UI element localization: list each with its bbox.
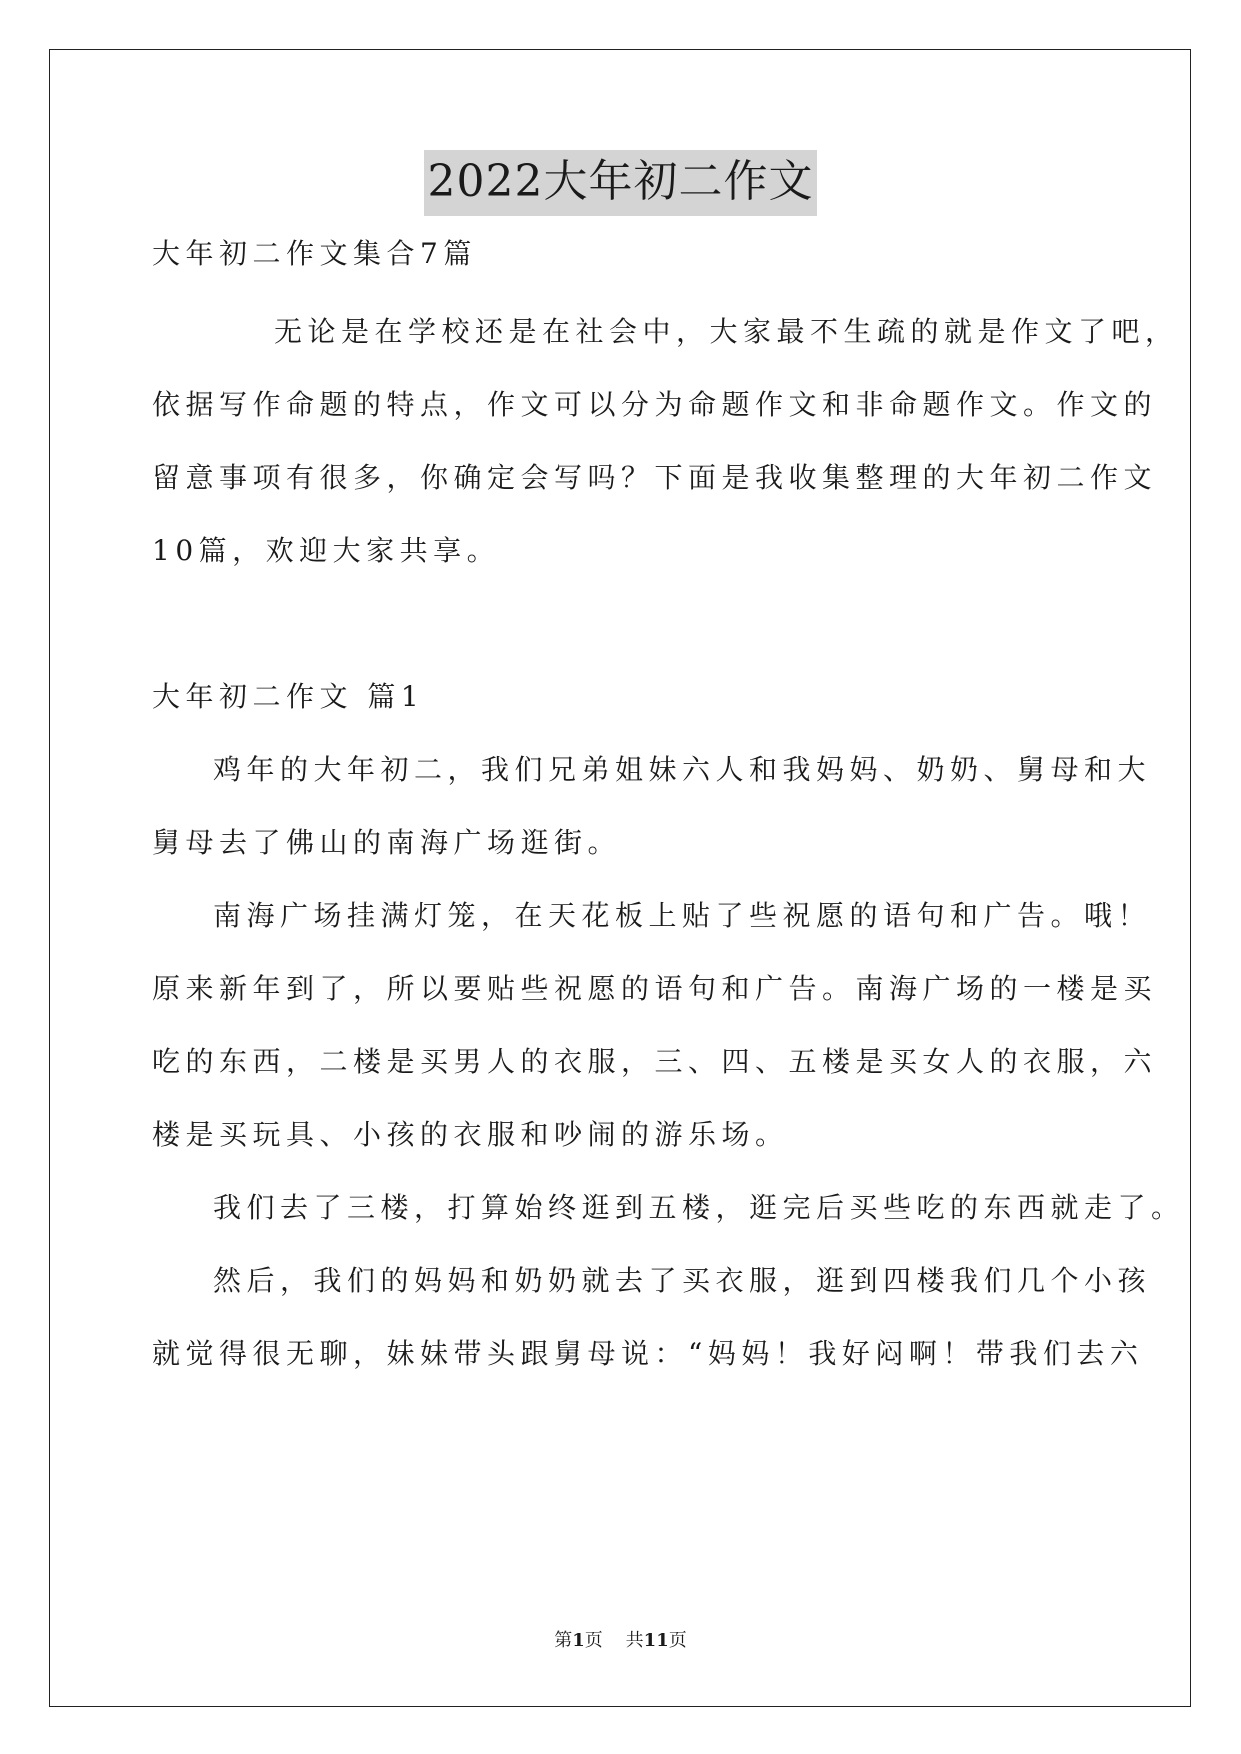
page-number: 1 [572,1630,585,1651]
intro-line: 依据写作命题的特点，作文可以分为命题作文和非命题作文。作文的 [152,388,1158,421]
page-footer [0,1632,1241,1650]
body-line: 鸡年的大年初二，我们兄弟姐妹六人和我妈妈、奶奶、舅母和大 [213,753,1152,786]
intro-line: 无论是在学校还是在社会中，大家最不生疏的就是作文了吧， [274,315,1179,348]
subtitle: 大年初二作文集合7篇 [152,237,477,270]
page-border [49,49,1191,1707]
total-prefix: 共 [625,1630,644,1651]
intro-line: 留意事项有很多，你确定会写吗？下面是我收集整理的大年初二作文 [152,461,1158,494]
body-line: 就觉得很无聊，妹妹带头跟舅母说：“妈妈！我好闷啊！带我们去六 [152,1337,1144,1370]
body-line: 南海广场挂满灯笼，在天花板上贴了些祝愿的语句和广告。哦！ [213,899,1152,932]
total-pages: 11 [643,1630,669,1651]
body-line: 吃的东西，二楼是买男人的衣服，三、四、五楼是买女人的衣服，六 [152,1045,1158,1078]
section-heading: 大年初二作文 篇1 [152,680,425,713]
body-line: 舅母去了佛山的南海广场逛街。 [152,826,622,859]
intro-line: 10篇，欢迎大家共享。 [152,534,501,567]
body-line: 我们去了三楼，打算始终逛到五楼，逛完后买些吃的东西就走了。 [213,1191,1185,1224]
body-line: 然后，我们的妈妈和奶奶就去了买衣服，逛到四楼我们几个小孩 [213,1264,1152,1297]
document-title: 2022大年初二作文 [424,150,818,216]
page-prefix: 第 [554,1630,573,1651]
body-line: 楼是买玩具、小孩的衣服和吵闹的游乐场。 [152,1118,789,1151]
page-suffix: 页 [584,1630,603,1651]
document-title-wrapper [0,150,1241,216]
body-line: 原来新年到了，所以要贴些祝愿的语句和广告。南海广场的一楼是买 [152,972,1158,1005]
total-suffix: 页 [668,1630,687,1651]
